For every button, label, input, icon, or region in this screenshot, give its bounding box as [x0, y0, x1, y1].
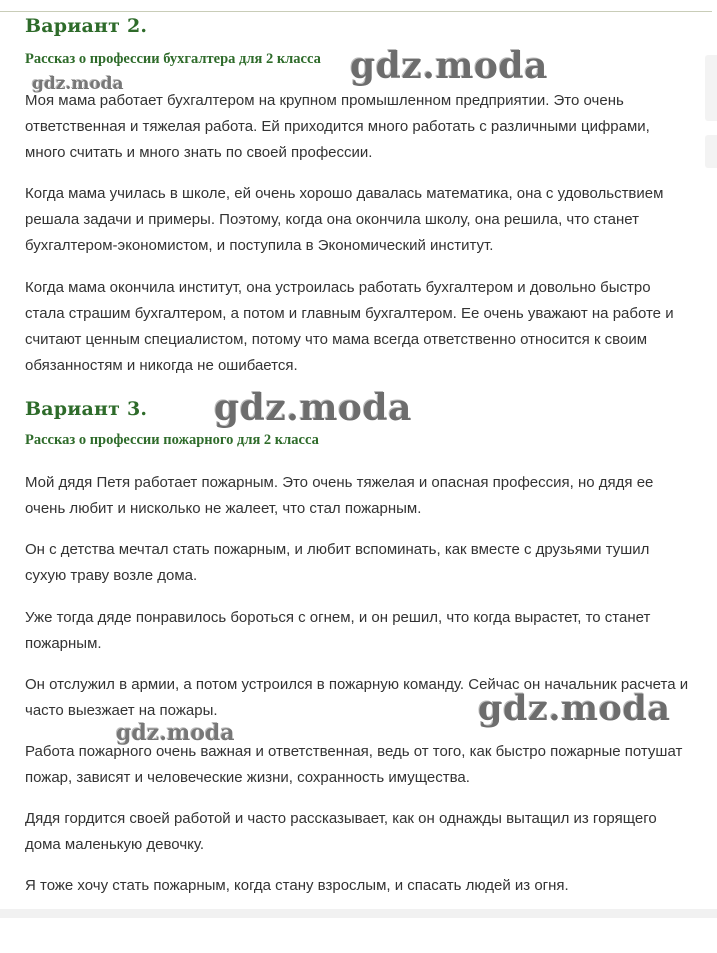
side-scroll-tab[interactable] [705, 135, 717, 168]
footer-band [0, 909, 717, 918]
watermark: gdz.moda [214, 387, 412, 429]
top-divider [0, 11, 712, 12]
variant-3-paragraph: Дядя гордится своей работой и часто рассказывает, как он однажды вытащил из горящего дома маленькую девочку. [25, 810, 657, 853]
variant-3-paragraph: Работа пожарного очень важная и ответственная, ведь от того, как быстро пожарные потушат пожар, зависят и человеческие жизни, сохранность имущества. [25, 743, 683, 786]
variant-3-paragraph: Он с детства мечтал стать пожарным, и любит вспоминать, как вместе с друзьями тушил сухую траву возле дома. [25, 541, 650, 584]
variant-3-paragraph: Он отслужил в армии, а потом устроился в пожарную команду. Сейчас он начальник расчета и часто выезжает на пожары. [25, 676, 689, 719]
side-scroll-tab[interactable] [705, 55, 717, 121]
watermark: gdz.moda [478, 688, 671, 729]
variant-3-paragraph: Я тоже хочу стать пожарным, когда стану взрослым, и спасать людей из огня. [25, 877, 569, 894]
watermark: gdz.moda [116, 720, 235, 746]
variant-3-paragraph: Мой дядя Петя работает пожарным. Это очень тяжелая и опасная профессия, но дядя ее очень любит и нисколько не жалеет, что стал пожарным. [25, 474, 654, 517]
variant-2-paragraph: Моя мама работает бухгалтером на крупном промышленном предприятии. Это очень ответственная и тяжелая работа. Ей приходится много работать с различными цифрами, много считать и много знать по своей профессии. [25, 92, 650, 161]
watermark: gdz.moda [32, 74, 124, 94]
variant-2-title: Вариант 2. [25, 15, 148, 37]
variant-3-title: Вариант 3. [25, 398, 148, 420]
variant-3-paragraph: Уже тогда дяде понравилось бороться с огнем, и он решил, что когда вырастет, то станет пожарным. [25, 609, 651, 652]
watermark: gdz.moda [350, 45, 548, 87]
variant-2-paragraph: Когда мама окончила институт, она устроилась работать бухгалтером и довольно быстро стала страшим бухгалтером, а потом и главным бухгалтером. Ее очень уважают на работе и считают ценным специалистом, потому что мама всегда ответственно относится к своим обязанностям и никогда не ошибается. [25, 279, 674, 374]
variant-3-subtitle: Рассказ о профессии пожарного для 2 класса [25, 432, 319, 448]
variant-2-subtitle: Рассказ о профессии бухгалтера для 2 класса [25, 51, 321, 67]
variant-2-paragraph: Когда мама училась в школе, ей очень хорошо давалась математика, она с удовольствием решала задачи и примеры. Поэтому, когда она окончила школу, она решила, что станет бухгалтером-экономистом, и поступила в Экономический институт. [25, 185, 664, 254]
